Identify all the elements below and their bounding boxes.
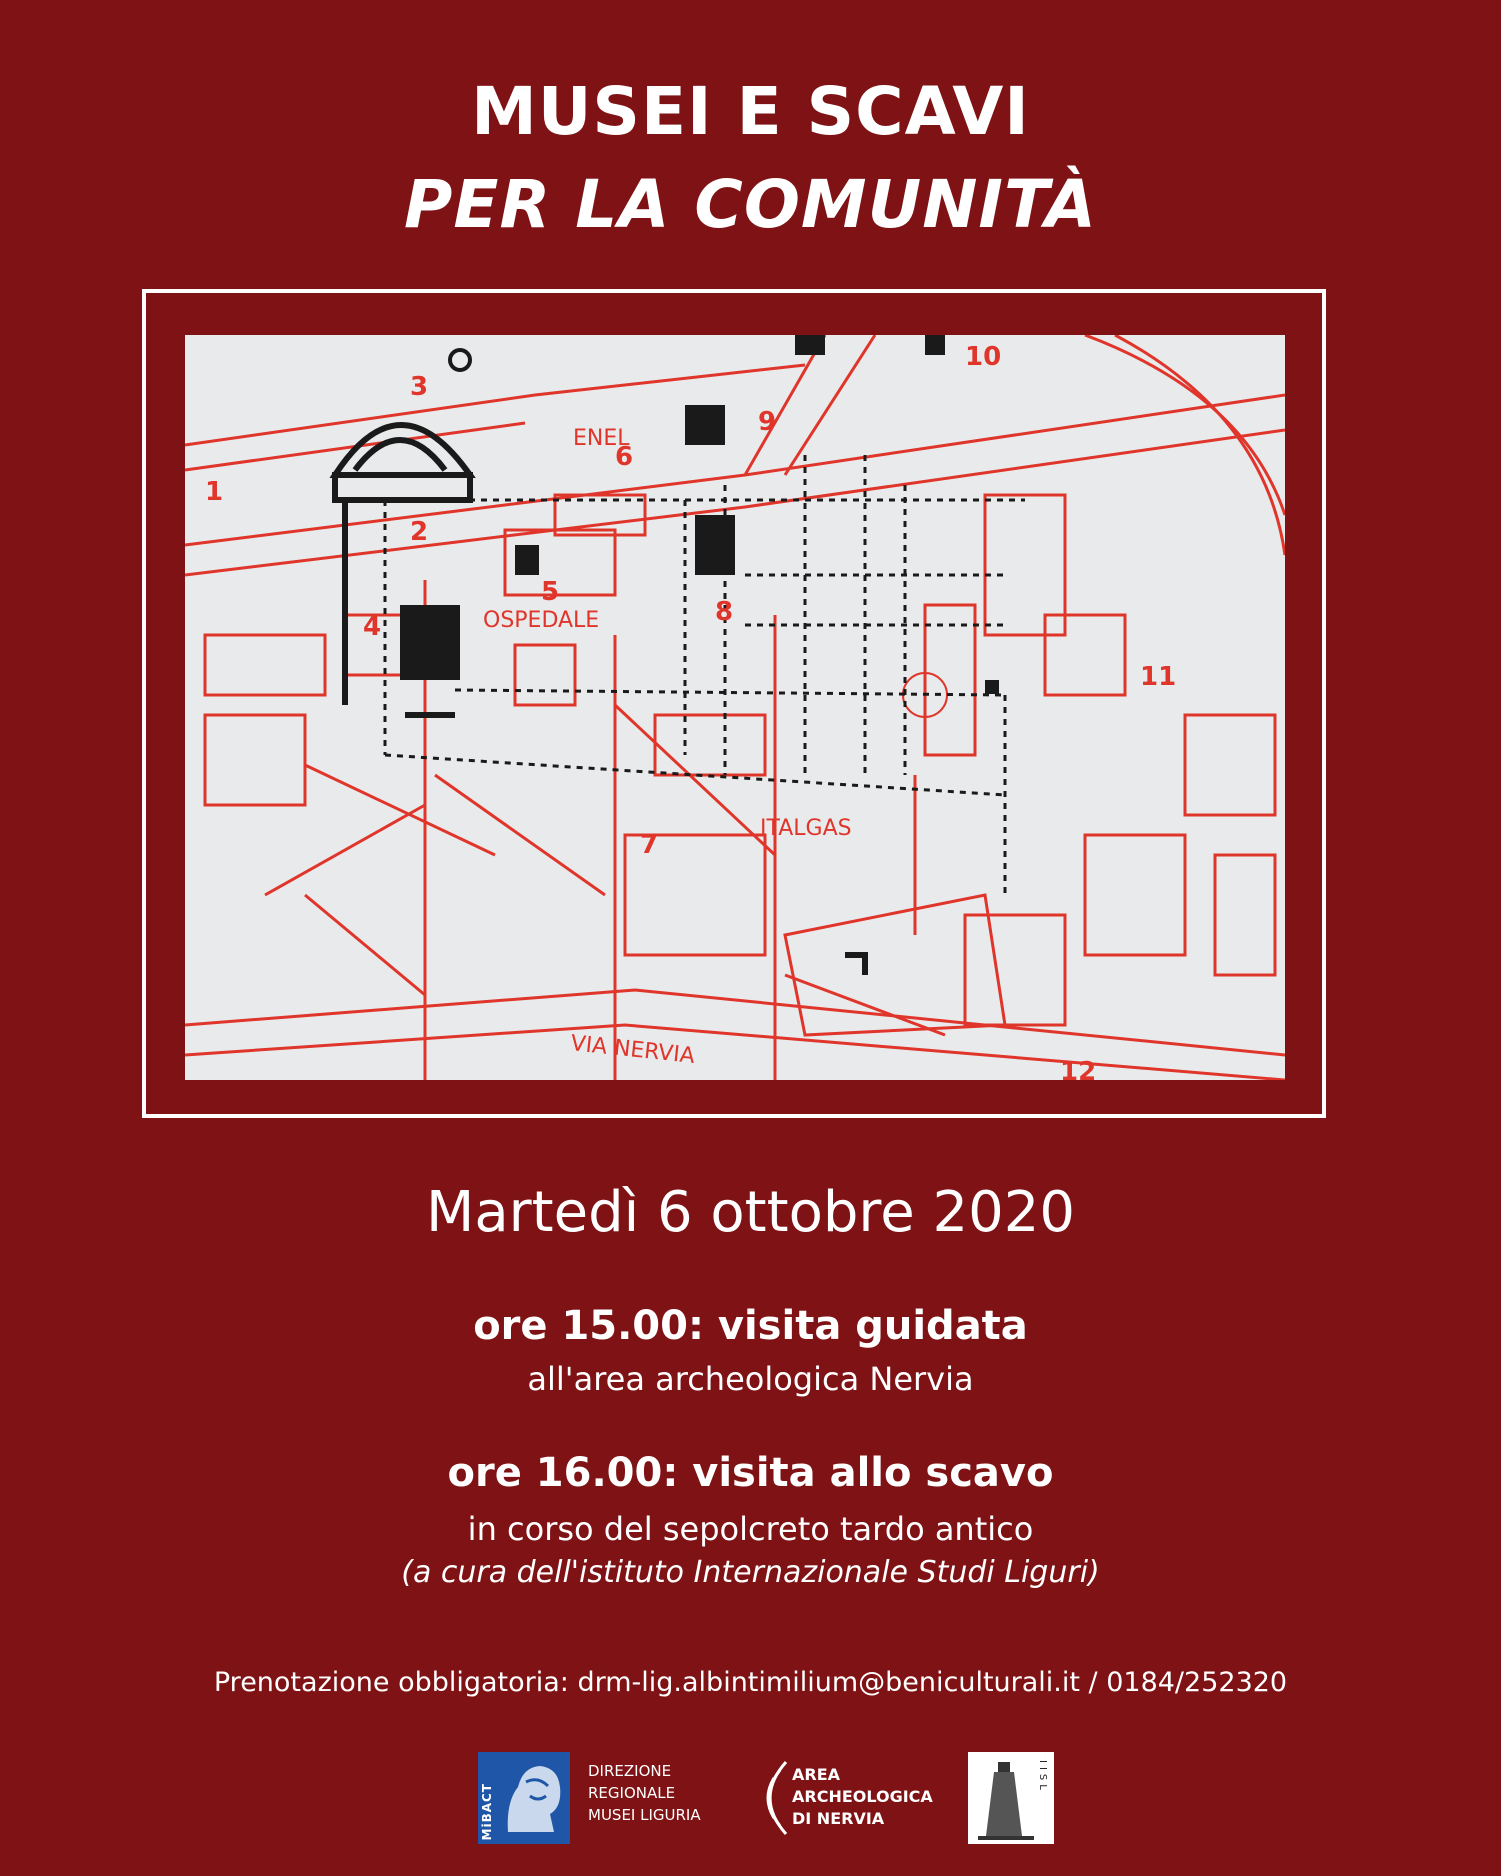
area-archeologica-logo bbox=[750, 1752, 950, 1844]
direzione-line-2: REGIONALE bbox=[588, 1784, 676, 1802]
slot1-time: ore 15.00: visita guidata bbox=[473, 1303, 1028, 1349]
booking-info: Prenotazione obbligatoria: drm-lig.albintimilium@beniculturali.it / 0184/252320 bbox=[213, 1667, 1288, 1698]
mibact-badge bbox=[478, 1752, 570, 1844]
direzione-regionale-logo bbox=[478, 1752, 718, 1844]
map-label-via-nervia: VIA NERVIA bbox=[569, 1031, 696, 1069]
map-label-8: 8 bbox=[715, 597, 734, 627]
map-label-italgas: ITALGAS bbox=[760, 816, 852, 841]
map-label-4: 4 bbox=[363, 612, 382, 642]
iisl-logo bbox=[968, 1752, 1054, 1844]
map-label-1: 1 bbox=[205, 477, 224, 507]
map-label-11: 11 bbox=[1140, 662, 1177, 692]
area-line-1: AREA bbox=[792, 1765, 841, 1784]
slot2-note: (a cura dell'istituto Internazionale Studi Liguri) bbox=[401, 1555, 1100, 1590]
title-line-1: MUSEI E SCAVI bbox=[471, 73, 1030, 150]
mibact-text: MiBACT bbox=[480, 1782, 494, 1840]
map-label-9: 9 bbox=[758, 407, 777, 437]
direzione-line-3: MUSEI LIGURIA bbox=[588, 1806, 701, 1824]
slot2-description: in corso del sepolcreto tardo antico bbox=[467, 1510, 1034, 1548]
map-label-5: 5 bbox=[541, 577, 560, 607]
archaeological-site-map bbox=[185, 335, 1285, 1080]
map-label-6: 6 bbox=[615, 442, 634, 472]
map-label-2: 2 bbox=[410, 517, 429, 547]
area-line-3: DI NERVIA bbox=[792, 1809, 885, 1828]
area-line-2: ARCHEOLOGICA bbox=[792, 1787, 933, 1806]
map-label-enel: ENEL bbox=[573, 426, 630, 451]
title-line-2: PER LA COMUNITÀ bbox=[404, 166, 1097, 243]
slot2-time: ore 16.00: visita allo scavo bbox=[447, 1450, 1054, 1496]
iisl-text: IISL bbox=[1037, 1760, 1048, 1794]
map-label-ospedale: OSPEDALE bbox=[483, 608, 600, 633]
arcs-icon bbox=[750, 1752, 790, 1844]
map-label-7: 7 bbox=[640, 830, 659, 860]
map-label-10: 10 bbox=[965, 342, 1002, 372]
map-label-12: 12 bbox=[1060, 1057, 1097, 1080]
map-label-3: 3 bbox=[410, 372, 429, 402]
slot1-description: all'area archeologica Nervia bbox=[527, 1360, 974, 1398]
direzione-line-1: DIREZIONE bbox=[588, 1762, 672, 1780]
event-date: Martedì 6 ottobre 2020 bbox=[426, 1180, 1075, 1245]
